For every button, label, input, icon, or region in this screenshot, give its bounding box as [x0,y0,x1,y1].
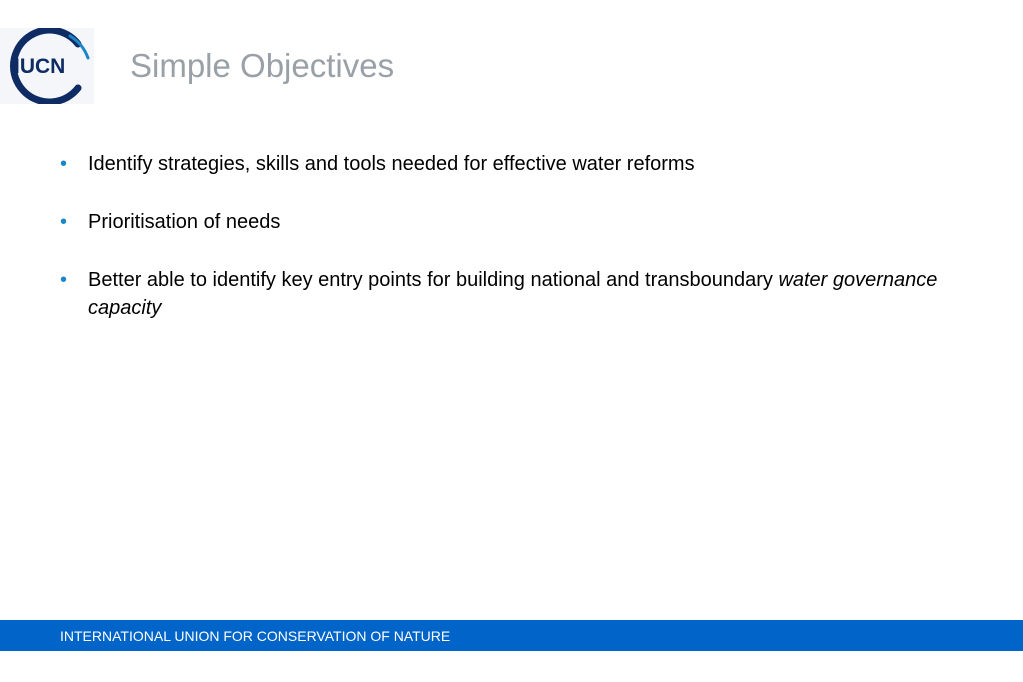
footer-text: INTERNATIONAL UNION FOR CONSERVATION OF NATURE [60,628,451,644]
bullet-text: Better able to identify key entry points for building national and transboundary [88,269,779,291]
logo-label: IUCN [14,55,66,78]
footer-bar [0,620,1023,651]
bullet-icon: • [60,269,68,291]
bullet-icon: • [60,153,68,175]
bullet-text: Identify strategies, skills and tools needed for effective water reforms [88,153,695,175]
bullet-item [60,150,960,178]
bullet-item [60,266,960,322]
bullet-list [60,150,960,352]
slide-title: Simple Objectives [130,47,395,84]
iucn-logo [0,28,94,104]
bullet-item [60,208,960,236]
bullet-icon: • [60,211,68,233]
bullet-text: Prioritisation of needs [88,211,281,233]
bullet-emphasis: water governance capacity [88,269,938,319]
